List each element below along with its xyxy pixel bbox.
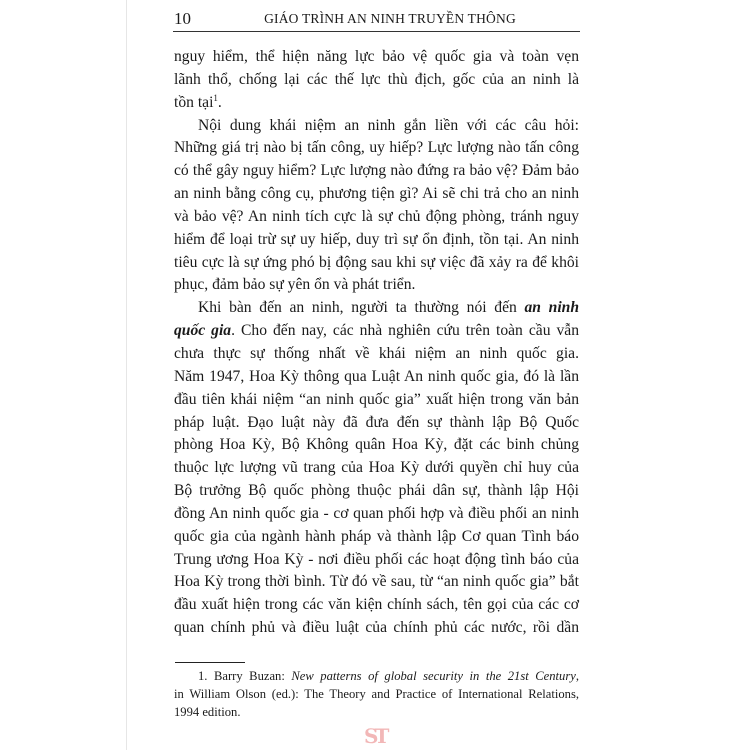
text-line [174, 252, 579, 275]
text-segment: nguy hiểm, thể hiện năng lực bảo vệ quốc gia và toàn vẹn [174, 48, 579, 65]
text-line [174, 320, 579, 343]
footnote-rule [175, 662, 245, 663]
text-segment: Trung ương Hoa Kỳ - nơi điều phối các hoạt động tình báo của [174, 550, 579, 568]
text-segment: tiêu cực là sự ứng phó bị động sau khi sự việc đã xảy ra để khôi [174, 253, 579, 271]
text-segment: đầu tiên khái niệm “an ninh quốc gia” xuất hiện trong văn bản [174, 390, 579, 408]
text-segment: . Cho đến nay, các nhà nghiên cứu trên toàn cầu vẫn [231, 322, 579, 340]
text-segment: 1. Barry Buzan: [198, 669, 292, 683]
paragraph [174, 297, 579, 640]
text-segment: , [575, 669, 579, 683]
text-segment: và bảo vệ? An ninh tích cực là sự chủ động phòng, tránh nguy [174, 207, 579, 225]
text-segment: phục, đảm bảo sự yên ổn và phát triển. [174, 276, 416, 294]
text-line [174, 434, 579, 457]
text-line [174, 160, 579, 183]
text-line [174, 206, 579, 229]
text-segment: Khi bàn đến an ninh, người ta thường nói đến [198, 299, 525, 317]
text-line [174, 115, 579, 138]
text-segment: Hoa Kỳ trong thời bình. Từ đó về sau, từ “an ninh quốc gia” bắt [174, 573, 579, 591]
text-segment: an ninh bằng công cụ, phương tiện gì? Ai sẽ chi trả cho an ninh [174, 185, 579, 203]
running-header-title: GIÁO TRÌNH AN NINH TRUYỀN THÔNG [264, 11, 516, 26]
text-segment: đầu xuất hiện trong các văn kiện chính sách, tên gọi của các cơ [174, 596, 579, 614]
text-line [174, 366, 579, 389]
text-segment: chưa thực sự thống nhất về khái niệm an ninh quốc gia. [174, 344, 579, 362]
text-segment: tồn tại [174, 93, 214, 111]
text-segment: lãnh thổ, chống lại các thế lực thù địch, gốc của an ninh là [174, 70, 579, 88]
text-segment: quan chính phủ và điều luật của chính phủ các nước, rồi dần [174, 619, 579, 637]
text-line [174, 183, 579, 206]
text-line [174, 526, 579, 549]
text-line [174, 137, 579, 160]
paragraph [174, 115, 579, 298]
text-line [174, 480, 579, 503]
text-segment: Những giá trị nào bị tấn công, uy hiếp? Lực lượng nào tấn công [174, 139, 579, 157]
text-line [174, 594, 579, 617]
text-line [174, 667, 579, 685]
text-segment: Bộ trưởng Bộ quốc phòng thuộc phái dân sự, thành lập Hội [174, 482, 579, 500]
text-line [174, 685, 579, 703]
text-line [174, 549, 579, 572]
text-line [174, 92, 579, 115]
text-line [174, 457, 579, 480]
text-line [174, 412, 579, 435]
text-segment: đồng An ninh quốc gia - cơ quan phối hợp và điều phối an ninh [174, 504, 579, 522]
text-line [174, 297, 579, 320]
text-segment: quốc gia của ngành hành pháp và thành lập Cơ quan Tình báo [174, 527, 579, 545]
text-segment: có thể gây nguy hiểm? Lực lượng nào đứng ra bảo vệ? Đảm bảo [174, 162, 579, 180]
footnote-ref: 1 [213, 92, 218, 103]
text-line [174, 274, 579, 297]
text-segment: 1994 edition. [174, 705, 241, 719]
emphasis-term: quốc gia [174, 322, 232, 340]
text-segment: thuộc lực lượng vũ trang của Hoa Kỳ dưới quyền chỉ huy của [174, 459, 579, 477]
publisher-watermark-logo: ST [364, 724, 390, 748]
text-line [174, 229, 579, 252]
text-line [174, 46, 579, 69]
text-line [174, 571, 579, 594]
text-segment: phòng Hoa Kỳ, Bộ Không quân Hoa Kỳ, đặt các binh chủng [174, 436, 579, 454]
emphasis-term: an ninh [524, 299, 580, 317]
footnote [174, 667, 579, 721]
page-number: 10 [174, 9, 191, 28]
header-rule [173, 31, 580, 32]
text-segment: Năm 1947, Hoa Kỳ thông qua Luật An ninh quốc gia, đó là lần [174, 367, 579, 385]
text-segment: in William Olson (ed.): The Theory and Practice of International Relations, [174, 687, 579, 701]
text-line [174, 703, 579, 721]
text-line [174, 503, 579, 526]
body-text [174, 46, 579, 640]
text-segment: hiểm để loại trừ sự uy hiếp, duy trì sự ổn định, tồn tại. An ninh [174, 230, 579, 248]
page-edge [126, 0, 127, 750]
text-line [174, 69, 579, 92]
text-line [174, 343, 579, 366]
text-line [174, 389, 579, 412]
italic-title: New patterns of global security in the 21st Century [291, 669, 576, 683]
text-line [174, 617, 579, 640]
paragraph [174, 46, 579, 115]
text-segment: pháp luật. Đạo luật này đã đưa đến sự thành lập Bộ Quốc [174, 413, 579, 431]
text-segment: Nội dung khái niệm an ninh gắn liền với các câu hỏi: [198, 116, 579, 134]
text-segment: . [217, 93, 222, 111]
